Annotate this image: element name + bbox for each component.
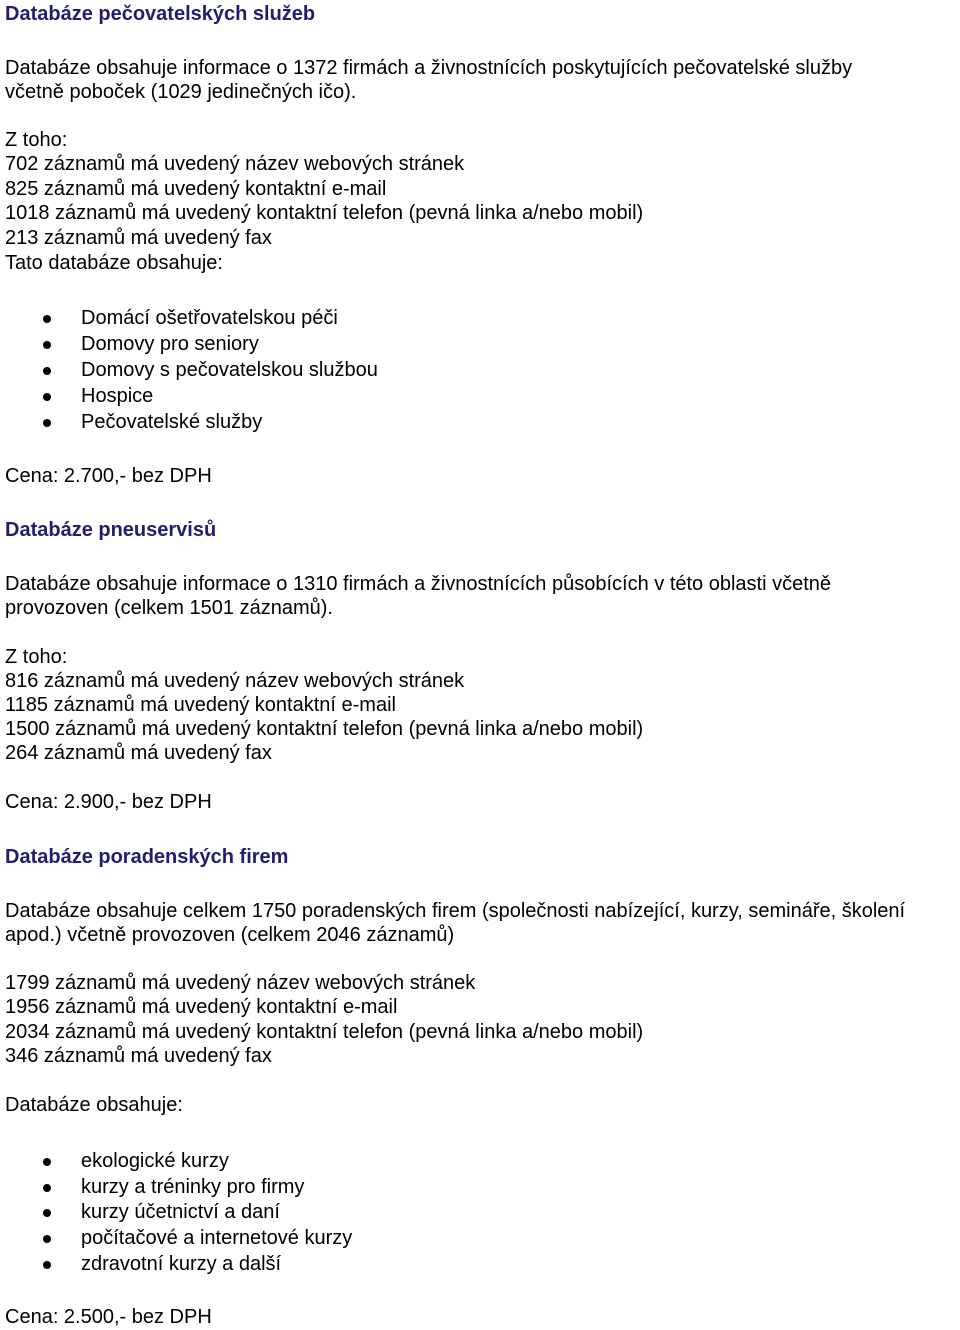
price-line: Cena: 2.700,- bez DPH [5, 465, 212, 487]
intro-line: včetně poboček (1029 jedinečných ičo). [5, 81, 357, 103]
intro-line: apod.) včetně provozoven (celkem 2046 záznamů) [5, 924, 455, 946]
bullet-icon [43, 1184, 51, 1192]
stat-line: 346 záznamů má uvedený fax [5, 1045, 272, 1067]
bullet-text: počítačové a internetové kurzy [81, 1227, 353, 1249]
intro-line: Databáze obsahuje celkem 1750 poradenských firem (společnosti nabízející, kurzy, semináře, školení [5, 900, 906, 922]
bullet-icon [43, 393, 51, 401]
bullet-text: Domácí ošetřovatelskou péči [81, 307, 338, 329]
bullet-icon [43, 341, 51, 349]
stats-label: Z toho: [5, 129, 68, 151]
bullet-text: Domovy pro seniory [81, 333, 259, 355]
price-line: Cena: 2.500,- bez DPH [5, 1306, 212, 1328]
section-heading: Databáze pečovatelských služeb [5, 3, 316, 25]
bullet-icon [43, 419, 51, 427]
section-heading: Databáze pneuservisů [5, 519, 217, 541]
bullet-text: zdravotní kurzy a další [81, 1253, 282, 1275]
bullet-text: Hospice [81, 385, 154, 407]
stat-line: 1185 záznamů má uvedený kontaktní e-mail [5, 694, 396, 716]
stat-line: 816 záznamů má uvedený název webových stránek [5, 670, 465, 692]
price-line: Cena: 2.900,- bez DPH [5, 791, 212, 813]
contents-label: Tato databáze obsahuje: [5, 252, 223, 274]
bullet-icon [43, 1158, 51, 1166]
stat-line: 825 záznamů má uvedený kontaktní e-mail [5, 178, 387, 200]
intro-line: Databáze obsahuje informace o 1310 firmách a živnostnících působících v této oblasti včetně [5, 573, 832, 595]
bullet-icon [43, 1209, 51, 1217]
bullet-icon [43, 1261, 51, 1269]
intro-line: provozoven (celkem 1501 záznamů). [5, 597, 333, 619]
bullet-text: kurzy účetnictví a daní [81, 1201, 280, 1223]
bullet-icon [43, 367, 51, 375]
bullet-icon [43, 1235, 51, 1243]
intro-line: Databáze obsahuje informace o 1372 firmách a živnostnících poskytujících pečovatelské služby [5, 57, 853, 79]
stats-label: Z toho: [5, 646, 68, 668]
bullet-text: Pečovatelské služby [81, 411, 263, 433]
stat-line: 213 záznamů má uvedený fax [5, 227, 272, 249]
stat-line: 1500 záznamů má uvedený kontaktní telefon (pevná linka a/nebo mobil) [5, 718, 644, 740]
stat-line: 264 záznamů má uvedený fax [5, 742, 272, 764]
stat-line: 1018 záznamů má uvedený kontaktní telefon (pevná linka a/nebo mobil) [5, 202, 644, 224]
stat-line: 2034 záznamů má uvedený kontaktní telefon (pevná linka a/nebo mobil) [5, 1021, 644, 1043]
stat-line: 1956 záznamů má uvedený kontaktní e-mail [5, 996, 398, 1018]
stat-line: 1799 záznamů má uvedený název webových stránek [5, 972, 476, 994]
contents-label: Databáze obsahuje: [5, 1094, 183, 1116]
bullet-text: Domovy s pečovatelskou službou [81, 359, 378, 381]
section-heading: Databáze poradenských firem [5, 846, 289, 868]
stat-line: 702 záznamů má uvedený název webových stránek [5, 153, 465, 175]
bullet-text: ekologické kurzy [81, 1150, 229, 1172]
bullet-text: kurzy a tréninky pro firmy [81, 1176, 305, 1198]
bullet-icon [43, 315, 51, 323]
